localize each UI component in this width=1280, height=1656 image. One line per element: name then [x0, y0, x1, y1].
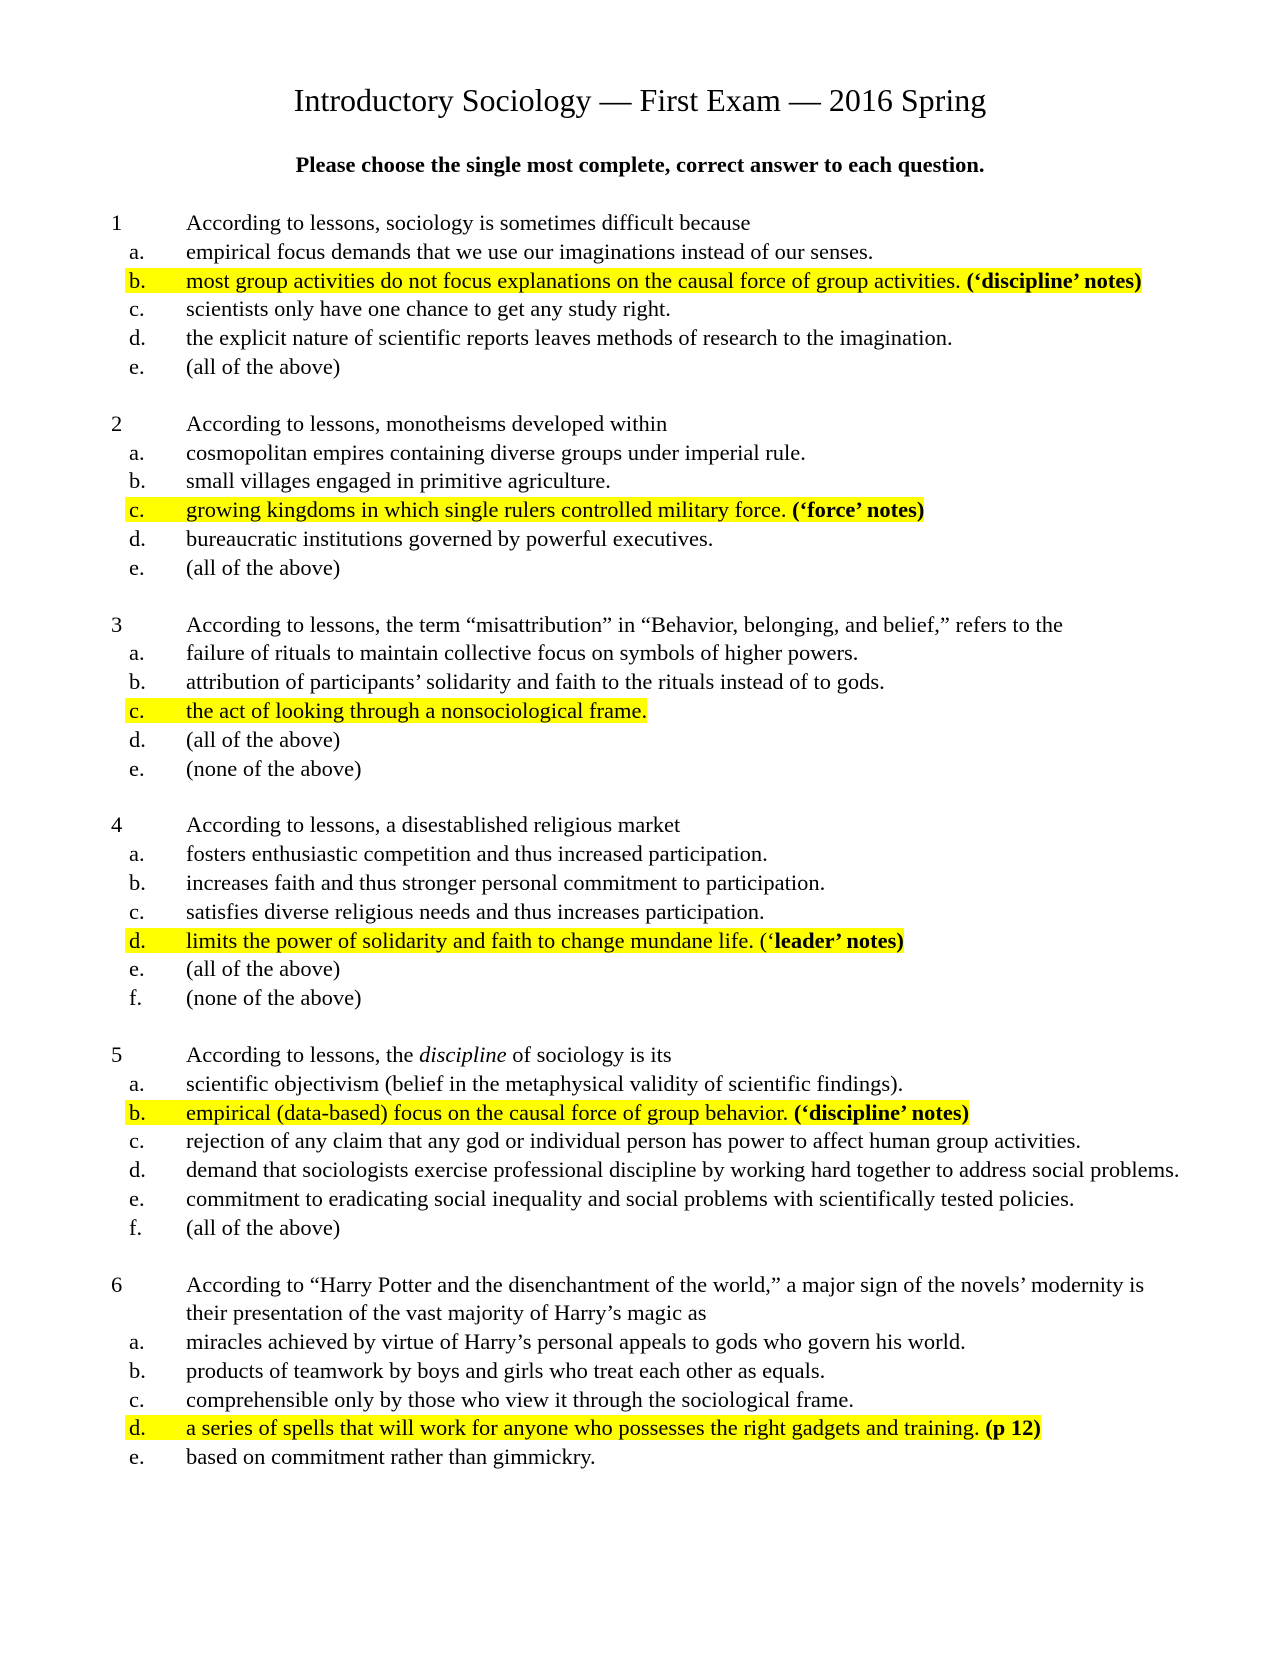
question-text — [186, 209, 1186, 238]
text-run — [186, 1128, 1081, 1153]
answer-option — [0, 755, 1280, 784]
text-run — [186, 669, 885, 694]
option-text — [186, 1185, 1186, 1214]
answer-option — [0, 984, 1280, 1013]
option-text — [186, 726, 1186, 755]
option-letter-text: e. — [129, 1185, 145, 1211]
option-text — [186, 1127, 1186, 1156]
text-segment: According to lessons, the term “misattribution” in “Behavior, belonging, and belief,” refers to the — [186, 611, 1063, 637]
option-text — [186, 295, 1186, 324]
answer-source-note: leader’ notes) — [774, 927, 904, 953]
text-segment: growing kingdoms in which single rulers controlled military force. — [186, 497, 793, 523]
question-number: 5 — [111, 1041, 123, 1067]
exam-title: Introductory Sociology — First Exam — 2016 Spring — [293, 82, 987, 118]
option-letter — [0, 267, 186, 296]
answer-option — [0, 439, 1280, 468]
answer-option — [0, 496, 1280, 525]
option-letter — [0, 496, 186, 525]
option-text — [186, 1386, 1186, 1415]
question-stem — [0, 209, 1280, 238]
text-segment: most group activities do not focus explanations on the causal force of group activities. — [186, 267, 967, 293]
option-letter-text: a. — [129, 1329, 145, 1355]
text-run — [186, 239, 873, 264]
option-letter — [0, 840, 186, 869]
text-run — [186, 956, 340, 981]
question-5 — [0, 1041, 1280, 1243]
text-segment: (all of the above) — [186, 726, 341, 752]
question-4 — [0, 811, 1280, 1013]
text-segment: fosters enthusiastic competition and thus increased participation. — [186, 841, 768, 867]
text-segment: failure of rituals to maintain collective focus on symbols of higher powers. — [186, 640, 859, 666]
option-letter — [0, 1127, 186, 1156]
option-letter — [0, 467, 186, 496]
answer-option — [0, 238, 1280, 267]
option-letter-text: a. — [129, 640, 145, 666]
question-number: 2 — [111, 410, 123, 436]
option-letter — [0, 1099, 186, 1128]
exam-instructions: Please choose the single most complete, correct answer to each question. — [295, 152, 985, 177]
option-letter-text: d. — [129, 325, 146, 351]
text-run — [186, 1215, 340, 1240]
option-text — [186, 238, 1186, 267]
option-text — [186, 1414, 1186, 1443]
answer-option — [0, 1328, 1280, 1357]
option-letter-text: b. — [129, 669, 146, 695]
answer-source-note: (p 12) — [985, 1415, 1041, 1441]
option-text — [186, 324, 1186, 353]
option-letter — [0, 955, 186, 984]
option-letter-text: e. — [129, 956, 145, 982]
text-segment: miracles achieved by virtue of Harry’s personal appeals to gods who govern his world. — [186, 1329, 966, 1355]
text-segment: satisfies diverse religious needs and thus increases participation. — [186, 898, 765, 924]
option-letter-text: d. — [125, 1415, 193, 1440]
option-letter-text: c. — [125, 497, 192, 522]
text-run — [186, 1329, 966, 1354]
option-text — [186, 984, 1186, 1013]
option-text — [186, 554, 1186, 583]
question-text — [186, 1041, 1186, 1070]
option-text — [186, 1328, 1186, 1357]
option-letter — [0, 554, 186, 583]
question-6 — [0, 1271, 1280, 1473]
text-run — [186, 411, 667, 436]
question-text — [186, 410, 1186, 439]
option-letter-text: b. — [129, 468, 146, 494]
answer-option — [0, 267, 1280, 296]
text-run — [186, 1272, 1144, 1326]
option-text — [186, 1443, 1186, 1472]
emphasis: discipline — [419, 1041, 507, 1067]
text-segment: (none of the above) — [186, 755, 362, 781]
text-run — [186, 612, 1063, 637]
option-letter-text: c. — [129, 898, 145, 924]
text-segment: empirical (data-based) focus on the causal force of group behavior. — [186, 1099, 794, 1125]
text-run — [186, 756, 362, 781]
answer-option — [0, 1414, 1280, 1443]
option-letter-text: e. — [129, 554, 145, 580]
option-letter-text: c. — [129, 1386, 145, 1412]
text-segment: scientific objectivism (belief in the metaphysical validity of scientific findings). — [186, 1070, 904, 1096]
option-letter — [0, 439, 186, 468]
question-2 — [0, 410, 1280, 583]
text-run — [186, 640, 858, 665]
answer-option — [0, 1099, 1280, 1128]
question-number: 3 — [111, 611, 123, 637]
answer-source-note: (‘force’ notes) — [792, 497, 925, 523]
option-letter-text: b. — [125, 1100, 193, 1125]
text-segment: products of teamwork by boys and girls who treat each other as equals. — [186, 1357, 826, 1383]
text-segment: the explicit nature of scientific reports leaves methods of research to the imagination. — [186, 325, 953, 351]
text-segment: a series of spells that will work for anyone who possesses the right gadgets and training. — [186, 1415, 986, 1441]
question-stem — [0, 611, 1280, 640]
option-letter-text: c. — [125, 698, 192, 723]
text-run — [186, 1071, 903, 1096]
answer-option — [0, 353, 1280, 382]
option-letter — [0, 1414, 186, 1443]
answer-option — [0, 840, 1280, 869]
option-letter-text: d. — [129, 1157, 146, 1183]
option-letter-text: c. — [129, 1128, 145, 1154]
answer-highlight — [186, 698, 647, 723]
question-list — [0, 209, 1280, 1500]
option-letter — [0, 238, 186, 267]
answer-source-note: (‘discipline’ notes) — [966, 267, 1142, 293]
question-1 — [0, 209, 1280, 382]
option-letter-text: e. — [129, 755, 145, 781]
text-run — [186, 1186, 1075, 1211]
text-segment: attribution of participants’ solidarity and faith to the rituals instead of to gods. — [186, 669, 885, 695]
option-text — [186, 955, 1186, 984]
text-segment: (all of the above) — [186, 1214, 341, 1240]
option-letter-text: d. — [125, 928, 193, 953]
question-number: 1 — [111, 210, 123, 235]
text-segment: (all of the above) — [186, 353, 341, 379]
text-run — [186, 870, 825, 895]
text-segment: empirical focus demands that we use our imaginations instead of our senses. — [186, 238, 874, 264]
question-number: 4 — [111, 812, 123, 838]
text-run — [186, 727, 340, 752]
option-letter — [0, 324, 186, 353]
option-text — [186, 697, 1186, 726]
answer-option — [0, 1386, 1280, 1415]
question-text — [186, 811, 1186, 840]
text-segment: increases faith and thus stronger personal commitment to participation. — [186, 869, 826, 895]
option-letter-text: f. — [129, 1214, 143, 1240]
text-run — [186, 354, 340, 379]
option-text — [186, 1214, 1186, 1243]
text-segment: According to “Harry Potter and the disenchantment of the world,” a major sign of the novels’ modernity is their presentation of the vast majority of Harry’s magic as — [186, 1271, 1145, 1326]
answer-option — [0, 1185, 1280, 1214]
option-letter — [0, 984, 186, 1013]
option-letter — [0, 639, 186, 668]
option-letter — [0, 1070, 186, 1099]
text-run — [186, 1444, 596, 1469]
text-segment: commitment to eradicating social inequality and social problems with scientifically tested policies. — [186, 1185, 1075, 1211]
answer-option — [0, 467, 1280, 496]
option-letter — [0, 755, 186, 784]
option-letter-text: c. — [129, 296, 145, 322]
answer-option — [0, 726, 1280, 755]
option-letter-text: a. — [129, 238, 145, 264]
option-text — [186, 1156, 1186, 1185]
option-letter — [0, 869, 186, 898]
option-text — [186, 267, 1186, 296]
text-run — [186, 1387, 854, 1412]
text-segment: (all of the above) — [186, 554, 341, 580]
option-text — [186, 1099, 1186, 1128]
question-stem — [0, 1041, 1280, 1070]
answer-option — [0, 324, 1280, 353]
option-letter-text: f. — [129, 985, 143, 1011]
option-letter — [0, 1386, 186, 1415]
option-letter-text: d. — [129, 726, 146, 752]
question-stem — [0, 410, 1280, 439]
option-letter — [0, 1214, 186, 1243]
text-segment: limits the power of solidarity and faith to change mundane life. (‘ — [186, 927, 775, 953]
answer-option — [0, 927, 1280, 956]
option-letter-text: a. — [129, 841, 145, 867]
text-run — [186, 1358, 825, 1383]
option-letter-text: b. — [129, 869, 146, 895]
answer-option — [0, 1357, 1280, 1386]
text-run — [186, 985, 362, 1010]
text-segment: small villages engaged in primitive agriculture. — [186, 468, 611, 494]
text-segment: of sociology is its — [506, 1041, 672, 1067]
option-text — [186, 898, 1186, 927]
answer-highlight — [186, 497, 924, 522]
option-letter — [0, 353, 186, 382]
option-letter — [0, 525, 186, 554]
answer-option — [0, 295, 1280, 324]
answer-option — [0, 697, 1280, 726]
answer-option — [0, 898, 1280, 927]
text-segment: (none of the above) — [186, 985, 362, 1011]
text-run — [186, 1157, 1180, 1182]
option-letter — [0, 898, 186, 927]
question-stem — [0, 811, 1280, 840]
text-segment: scientists only have one chance to get any study right. — [186, 296, 671, 322]
question-text — [186, 1271, 1186, 1329]
text-segment: According to lessons, a disestablished religious market — [186, 812, 681, 838]
text-segment: According to lessons, the — [186, 1041, 420, 1067]
option-letter-text: b. — [129, 1357, 146, 1383]
option-letter — [0, 668, 186, 697]
text-segment: cosmopolitan empires containing diverse groups under imperial rule. — [186, 439, 806, 465]
answer-option — [0, 639, 1280, 668]
question-number: 6 — [111, 1271, 123, 1297]
option-letter — [0, 726, 186, 755]
answer-highlight — [186, 1415, 1041, 1440]
text-run — [186, 210, 751, 235]
question-3 — [0, 611, 1280, 784]
option-letter-text: d. — [129, 525, 146, 551]
option-text — [186, 525, 1186, 554]
option-letter-text: e. — [129, 353, 145, 379]
option-letter-text: e. — [129, 1444, 145, 1470]
option-text — [186, 927, 1186, 956]
option-letter — [0, 697, 186, 726]
answer-option — [0, 1443, 1280, 1472]
answer-highlight — [186, 1100, 969, 1125]
option-letter — [0, 1357, 186, 1386]
option-letter — [0, 1185, 186, 1214]
text-run — [186, 841, 768, 866]
answer-option — [0, 525, 1280, 554]
text-segment: based on commitment rather than gimmickry. — [186, 1444, 596, 1470]
answer-option — [0, 955, 1280, 984]
answer-option — [0, 668, 1280, 697]
option-text — [186, 496, 1186, 525]
option-letter — [0, 1156, 186, 1185]
question-text — [186, 611, 1186, 640]
option-text — [186, 639, 1186, 668]
option-text — [186, 869, 1186, 898]
option-letter-text: a. — [129, 1070, 145, 1096]
text-run — [186, 296, 671, 321]
text-segment: rejection of any claim that any god or individual person has power to affect human group activities. — [186, 1128, 1081, 1154]
text-run — [186, 555, 340, 580]
answer-option — [0, 1127, 1280, 1156]
text-run — [186, 440, 806, 465]
text-run — [186, 325, 953, 350]
text-run — [186, 1042, 672, 1067]
option-text — [186, 755, 1186, 784]
option-text — [186, 353, 1186, 382]
text-segment: According to lessons, monotheisms developed within — [186, 410, 668, 436]
text-segment: (all of the above) — [186, 956, 341, 982]
option-text — [186, 668, 1186, 697]
text-segment: comprehensible only by those who view it through the sociological frame. — [186, 1386, 854, 1412]
answer-option — [0, 554, 1280, 583]
answer-option — [0, 1156, 1280, 1185]
text-run — [186, 468, 611, 493]
option-letter-text: b. — [125, 268, 193, 293]
text-segment: According to lessons, sociology is sometimes difficult because — [186, 210, 751, 235]
answer-option — [0, 1070, 1280, 1099]
option-text — [186, 1357, 1186, 1386]
option-letter — [0, 1328, 186, 1357]
option-text — [186, 467, 1186, 496]
answer-option — [0, 869, 1280, 898]
text-segment: the act of looking through a nonsociological frame. — [186, 697, 648, 723]
text-run — [186, 812, 680, 837]
text-run — [186, 526, 713, 551]
text-segment: bureaucratic institutions governed by powerful executives. — [186, 525, 714, 551]
option-letter-text: a. — [129, 439, 145, 465]
question-stem — [0, 1271, 1280, 1329]
option-letter — [0, 927, 186, 956]
option-text — [186, 1070, 1186, 1099]
option-text — [186, 840, 1186, 869]
option-letter — [0, 295, 186, 324]
answer-highlight — [186, 268, 1142, 293]
answer-highlight — [186, 928, 904, 953]
text-segment: demand that sociologists exercise professional discipline by working hard together to address social problems. — [186, 1157, 1180, 1183]
answer-source-note: (‘discipline’ notes) — [793, 1099, 970, 1125]
option-letter — [0, 1443, 186, 1472]
answer-option — [0, 1214, 1280, 1243]
option-text — [186, 439, 1186, 468]
text-run — [186, 899, 765, 924]
